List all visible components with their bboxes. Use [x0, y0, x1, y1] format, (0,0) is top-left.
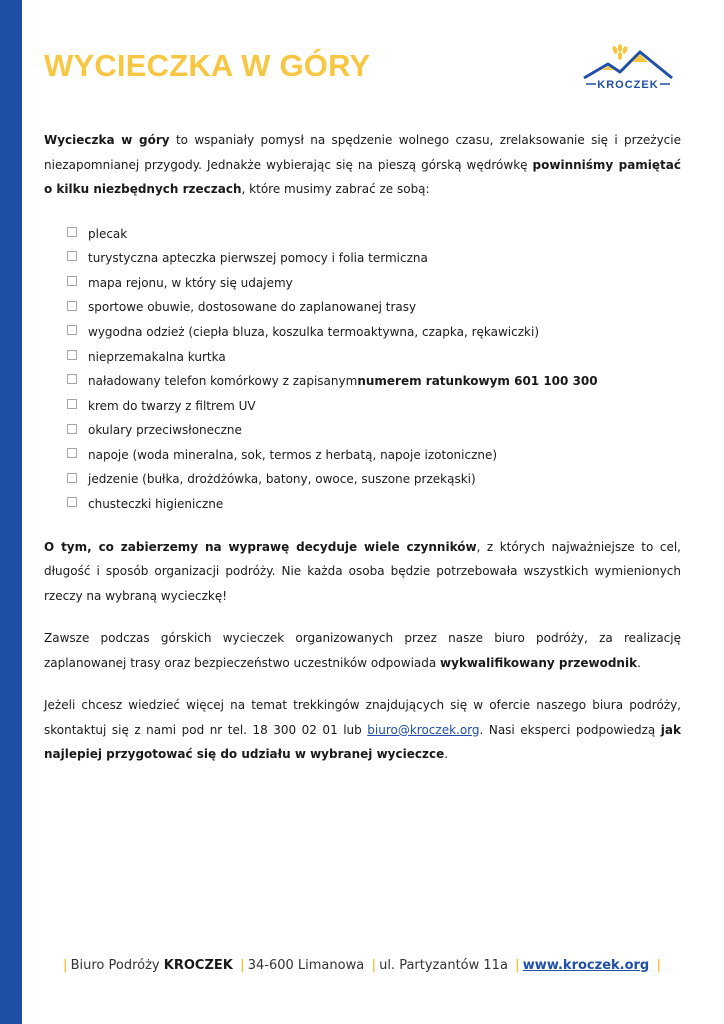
- footer-separator: |: [515, 958, 520, 973]
- checklist-item-label: turystyczna apteczka pierwszej pomocy i folia termiczna: [88, 251, 428, 266]
- footer-separator: |: [239, 958, 245, 973]
- intro-paragraph: [44, 128, 681, 202]
- document-body: [44, 128, 681, 767]
- checklist-item: [67, 344, 681, 369]
- checklist-item: [67, 394, 681, 419]
- contact-paragraph: [44, 693, 681, 767]
- footer-separator: |: [656, 958, 662, 973]
- checklist-item: [67, 320, 681, 345]
- checklist-item: [67, 295, 681, 320]
- contact-text: Jeżeli chcesz wiedzieć więcej na temat trekkingów znajdujących się w ofercie naszego biura podróży, skontaktuj się z nami pod nr tel. 18 300 02 01 lub: [44, 698, 681, 737]
- checklist-item: [67, 492, 681, 517]
- checklist-item-phone: [67, 369, 681, 394]
- checklist-item-label: mapa rejonu, w który się udajemy: [88, 275, 293, 290]
- footer-website-link[interactable]: www.kroczek.org: [522, 958, 650, 973]
- checklist-item-label: krem do twarzy z filtrem UV: [88, 398, 256, 413]
- checklist-item: [67, 222, 681, 247]
- guide-bold: wykwalifikowany przewodnik: [440, 655, 638, 670]
- footer-city: 34-600 Limanowa: [247, 958, 365, 973]
- intro-text-1: to wspaniały pomysł na spędzenie wolnego czasu, zrelaksowanie się i przeżycie niezapomnianej przygody. Jednakże wybierając się na pieszą górską wędrówkę: [44, 133, 681, 172]
- guide-text: Zawsze podczas górskich wycieczek organizowanych przez nasze biuro podróży, za realizację zaplanowanej trasy oraz bezpieczeństwo uczestników odpowiada: [44, 631, 681, 670]
- checkbox-icon: [67, 399, 77, 409]
- checkbox-icon: [67, 325, 77, 335]
- factors-paragraph: [44, 535, 681, 609]
- intro-bold-1: Wycieczka w góry: [44, 133, 170, 147]
- checklist-item-label: sportowe obuwie, dostosowane do zaplanowanej trasy: [88, 300, 417, 315]
- logo-text: KROCZEK: [597, 79, 659, 91]
- checklist-item-label: napoje (woda mineralna, sok, termos z herbatą, napoje izotoniczne): [88, 447, 498, 462]
- intro-bold-2: powinniśmy pamiętać o kilku niezbędnych rzeczach: [44, 157, 681, 196]
- checklist-item: [67, 467, 681, 492]
- checklist-item: [67, 246, 681, 271]
- checklist-item-label: okulary przeciwsłoneczne: [88, 423, 242, 438]
- contact-text-end: .: [444, 747, 449, 762]
- guide-text-end: .: [637, 655, 641, 670]
- checkbox-icon: [67, 448, 77, 458]
- side-accent-bar: [0, 0, 22, 1024]
- emergency-number: numerem ratunkowym 601 100 300: [357, 374, 598, 389]
- email-link[interactable]: biuro@kroczek.org: [367, 722, 480, 737]
- checklist-item-label: chusteczki higieniczne: [88, 497, 224, 512]
- checkbox-icon: [67, 350, 77, 360]
- checklist-item: [67, 443, 681, 468]
- contact-bold: jak najlepiej przygotować się do udziału w wybranej wycieczce: [44, 722, 681, 762]
- checklist-item-label: plecak: [88, 226, 128, 241]
- checkbox-icon: [67, 301, 77, 311]
- kroczek-logo: [580, 42, 676, 98]
- checklist-item: [67, 418, 681, 443]
- checkbox-icon: [67, 424, 77, 434]
- footer-separator: |: [371, 958, 377, 973]
- footer-street: ul. Partyzantów 11a: [379, 958, 508, 973]
- intro-text-2: , które musimy zabrać ze sobą:: [241, 182, 430, 196]
- checklist-item-label: nieprzemakalna kurtka: [88, 349, 226, 364]
- checklist-item-label: jedzenie (bułka, drożdżówka, batony, owoce, suszone przekąski): [88, 472, 476, 487]
- checkbox-icon: [67, 497, 77, 507]
- checkbox-icon: [67, 227, 77, 237]
- checklist-item-label: wygodna odzież (ciepła bluza, koszulka termoaktywna, czapka, rękawiczki): [88, 324, 540, 339]
- checkbox-icon: [67, 374, 77, 384]
- page-title: WYCIECZKA W GÓRY: [44, 48, 371, 83]
- footer-office-label: Biuro Podróży: [70, 958, 164, 973]
- checklist-item-label: naładowany telefon komórkowy z zapisanym: [88, 374, 358, 389]
- footer: [0, 958, 724, 973]
- checkbox-icon: [67, 251, 77, 261]
- footer-office-name: KROCZEK: [163, 958, 233, 973]
- checklist-item: [67, 271, 681, 296]
- contact-text-2: . Nasi eksperci podpowiedzą: [479, 722, 661, 737]
- checkbox-icon: [67, 276, 77, 286]
- packing-checklist: [44, 222, 681, 517]
- guide-paragraph: [44, 626, 681, 675]
- footer-separator: |: [62, 958, 68, 973]
- factors-bold: O tym, co zabierzemy na wyprawę decyduje wiele czynników: [44, 539, 477, 554]
- factors-text: , z których najważniejsze to cel, długość i sposób organizacji podróży. Nie każda osoba będzie potrzebowała wszystkich wymienionych rzeczy na wybraną wycieczkę!: [44, 539, 681, 603]
- checkbox-icon: [67, 473, 77, 483]
